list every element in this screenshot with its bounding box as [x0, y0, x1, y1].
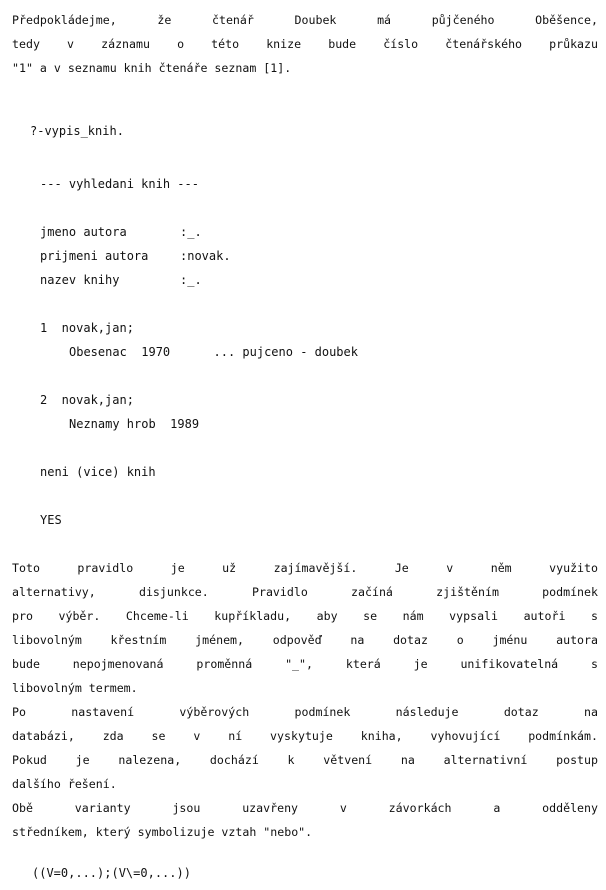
body-line: Toto pravidlo je už zajímavější. Je v něm využito — [12, 561, 598, 575]
field-value: :novak. — [180, 249, 231, 263]
no-more-books-text: neni (vice) knih — [40, 465, 156, 479]
book-results — [40, 316, 358, 436]
intro-paragraph — [12, 8, 598, 80]
body-line: Po nastavení výběrových podmínek následuje dotaz na — [12, 705, 598, 719]
code-snippet: ((V=0,...);(V\=0,...)) — [32, 866, 191, 880]
intro-line: Předpokládejme, že čtenář Doubek má půjčeného Oběšence, — [12, 13, 598, 27]
no-more-books — [40, 460, 156, 484]
book-author-line: 1 novak,jan; — [40, 321, 134, 335]
body-line: středníkem, který symbolizuje vztah "nebo". — [12, 825, 313, 839]
field-value: :_. — [180, 225, 202, 239]
field-label: jmeno autora — [40, 225, 127, 239]
blank-row — [40, 364, 358, 388]
query-result — [40, 508, 62, 532]
search-fields — [40, 220, 231, 292]
query-result-text: YES — [40, 513, 62, 527]
body-line: libovolným křestním jménem, odpověď na dotaz o jménu autora — [12, 633, 598, 647]
body-line: alternativy, disjunkce. Pravidlo začíná zjištěním podmínek — [12, 585, 598, 599]
body-line: pro výběr. Chceme-li kupříkladu, aby se nám vypsali autoři s — [12, 609, 598, 623]
book-title-line: Neznamy hrob 1989 — [69, 417, 200, 431]
intro-line: "1" a v seznamu knih čtenáře seznam [1]. — [12, 61, 292, 75]
body-line: Obě varianty jsou uzavřeny v závorkách a odděleny — [12, 801, 598, 815]
field-row — [40, 268, 231, 292]
field-label: prijmeni autora — [40, 249, 149, 263]
body-paragraph — [12, 556, 598, 844]
intro-line: tedy v záznamu o této knize bude číslo čtenářského průkazu — [12, 37, 598, 51]
field-value: :_. — [180, 273, 202, 287]
search-header-text: --- vyhledani knih --- — [40, 177, 199, 191]
terminal-prompt: ?-vypis_knih. — [30, 124, 124, 138]
book-title-line: Obesenac 1970 ... pujceno - doubek — [69, 345, 358, 359]
body-line: libovolným termem. — [12, 681, 138, 695]
field-row — [40, 244, 231, 268]
body-line: bude nepojmenovaná proměnná "_", která je unifikovatelná s — [12, 657, 598, 671]
body-line: databázi, zda se v ní vyskytuje kniha, vyhovující podmínkám. — [12, 729, 598, 743]
field-row — [40, 220, 231, 244]
book-author-line: 2 novak,jan; — [40, 393, 134, 407]
body-line: dalšího řešení. — [12, 777, 117, 791]
field-label: nazev knihy — [40, 273, 120, 287]
search-header — [40, 172, 199, 196]
body-line: Pokud je nalezena, dochází k větvení na alternativní postup — [12, 753, 598, 767]
